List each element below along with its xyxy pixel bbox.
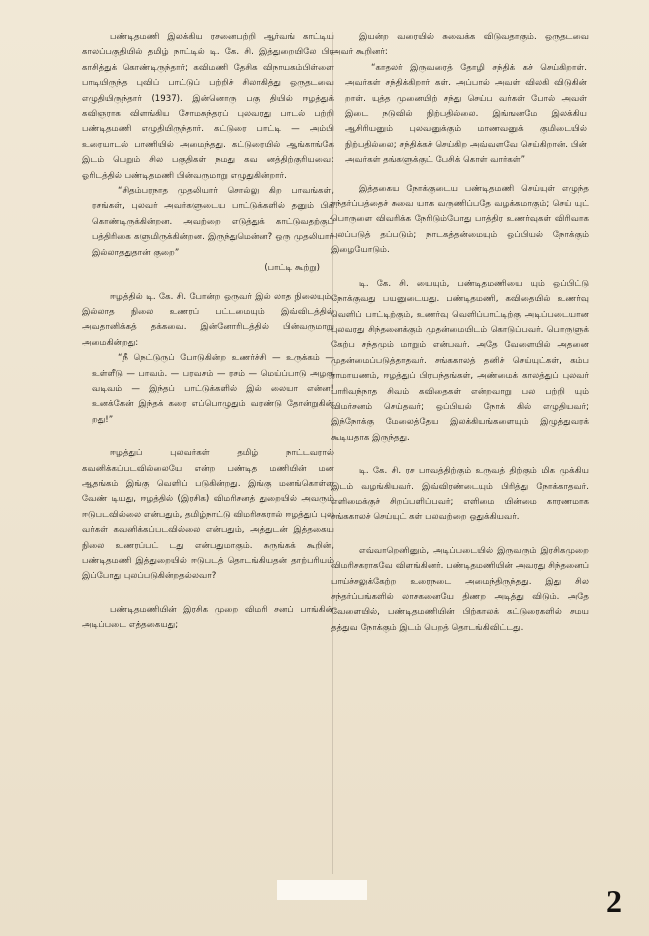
right-paragraph-1: இயன்ற வரையில் சுவைக்க விடுவதாகும். ஒருதடவை அவர் கூறினர்: [331, 32, 589, 58]
blank-label-box [277, 880, 367, 900]
left-quote-1: “சிதம்பரநாத முதலியார் சொல்லு கிற பாவங்கள், ரசங்கள், புலவர் அவர்களுடைய பாட்டுக்களில் தனும் பிக் கொண்டிருக்கின்றன. அவற்றை எடுத்துக் காட்டுவதற்குப் பத்திரிகை களுமிருக்கின்றன. இருந்துமென்ன? ஒரு முதலியார் இல்லாததுதான் குறை” [92, 186, 334, 258]
left-paragraph-2: ஈழத்தில் டி. கே. சி. போன்ற ஒருவர் இல் லாத நிலையும், இல்லாத நிலை உணரப் பட்டமையும் இவ்விடத்தில் அவதானிக்கத் தக்கவை. இன்னோரிடத்தில் பின்வருமாறு அமைகின்றது: [82, 291, 334, 348]
left-paragraph-4: பண்டிதமணியின் இரசிக முறை விமரி சனப் பாங்கின் அடிப்படை எத்தகையது; [82, 604, 334, 631]
left-quote-2: “நீ நெட்டுருப் போடுகின்ற உணர்ச்சி — உருக்கம் — உள்ளீடு — பாவம். — பரவசம் — ரசம் — மெய்ப்பாடு அழகு வடிவம் — இந்தப் பாட்டுக்களில் இல் லையா என்ன! உனக்கேன் இந்தக் கரை எப்பொழுதும் வரண்டு தோன்றுகின் றது!” [92, 353, 334, 425]
left-paragraph-3: ஈழத்துப் புலவர்கள் தமிழ் நாட்டவரால் கவனிக்கப்படவில்லையே என்ற பண்டித மணியின் மன ஆதங்கம் இங்கு வெளிப் படுகின்றது. இங்கு மனங்கொள்ள வேண் டியது, ஈழத்தில் (இரசிக) விமரிசனத் துறையில் அவரும் ஈடுபடவில்லை என்பதும், தமிழ்நாட்டு விமரிசகரால் ஈழத்துப் புல வர்கள் கவனிக்கப்படவில்லை என்பதும், அத்துடன் இத்தகைய நிலை உணரப்பட் டது என்பதுமாகும். சுருங்கக் கூறின், பண்டிதமணி இத்துறையில் ஈடுபடத் தொடங்கியதன் தாற்பரியம் இப்போது புலப்படுகின்றதல்லவா? [82, 448, 334, 582]
left-quote-1-attribution: (பாட்டி கூற்று) [264, 263, 320, 274]
left-paragraph-1: பண்டிதமணி இலக்கிய ரசனைபற்றி ஆர்வங் காட்டிய காலப்பகுதியில் தமிழ் நாட்டில் டி. கே. சி. இத்துறையிலே பிர காசித்துக் கொண்டிருந்தார்; கவிமணி தேசிக விநாயகம்பிள்ளை பாடியிருந்த புவிப் பாட்டுப் பற்றிச் சிலாகித்து ஒருதடவை எழுதியிருந்தார் (1937). இன்னொரு பகு தியில் ஈழத்துக் கவிஞராக விளங்கிய சோமசுந்தரப் புலவரது பாடல் பற்றி பண்டிதமணி எழுதியிருந்தார். கட்டுரை பாட்டி — அம்பி உரையாடல் பாணியில் அமைந்தது. கட்டுரையில் ஆங்காங்கே இடம் பெறும் சில பகுதிகள் நமது கவ னத்திற்குரியவை: ஓரிடத்தில் பண்டிதமணி பின்வருமாறு எழுதுகின்றார். [82, 32, 334, 181]
right-paragraph-2: இத்தகைய நோக்குடைய பண்டிதமணி செய்யுள் எழுந்த சந்தர்ப்பத்தைச் சுவை யாக வருணிப்பதே வழக்கமாகும்; செய் யுட் பொருளை விவரிக்க நேரிடும்போது பாத்திர உணர்வுகள் விரிவாக புலப்படுத் தப்படும்; நாடகத்தன்மையும் ஒப்பியல் நோக்கும் இழையோடும். [331, 183, 589, 256]
right-paragraph-4: டி. கே. சி. ரச பாவத்திற்கும் உருவத் திற்கும் மிக முக்கிய இடம் வழங்கியவர். இவ்விரண்டையும் பிரித்து நோக்காதவர். எளிமைக்குச் சிறப்பளிப்பவர்; எளிமை யின்மை காரணமாக சங்ககாலச் செய்யுட் கள் பலவற்றை ஒதுக்கியவர். [331, 466, 589, 523]
right-quote-1: “காதலர் இருவரைத் தோழி சந்திக் கச் செய்கிறாள். அவர்கள் சந்திக்கிறார் கள். அப்பால் அவள் விலகி விடுகின் றாள். யுத்த முனையிற் சந்து செய்ப வர்கள் போல் அவள் இடை நடுவில் நிற்பதில்லை. இங்ஙனமே இலக்கிய ஆசிரியனும் புலவனுக்கும் மாணவனுக் குமிடையில் நிற்பதில்லை; சந்திக்கச் செய்கிற அவ்வளவே செய்கிறான். பின் அவர்கள் தங்களுக்குட் பேசிக் கொள் வார்கள்” [345, 62, 587, 166]
page-number: 2 [606, 883, 622, 919]
right-paragraph-3: டி. கே. சி. யையும், பண்டிதமணியை யும் ஒப்பிட்டு நோக்குவது பயனுடையது. பண்டிதமணி, கவிதையில் உணர்வு வெளிப் பாட்டிற்கும், உணர்வு வெளிப்பாட்டிற்கு அடிப்படையான புலவரது சிந்தனைக்கும் முதன்மையிடம் கொடுப்பவர். பொருளுக் கேற்ப சந்தமும் மாறும் என்பவர். அதே வேளையில் அதனை முதன்மைப்படுத்தாதவர். சங்ககாலத் தனிச் செய்யுட்கள், கம்ப ராமாயணம், ஈழத்துப் பிரபந்தங்கள், அண்மைக் காலத்துப் புலவர் பாரிவந்நாத சிவம் கவிதைகள் என்றவாறு பல பற்றி யும் விமர்சனம் செய்தவர்; ஒப்பியல் நோக் கில் எழுதியவர்; இந்நோக்கு மேலைத்தேய இலக்கியங்களையும் இழுத்துவரக் கூடியதாக இருந்தது. [331, 278, 589, 443]
right-column [331, 30, 589, 636]
left-column [82, 30, 334, 634]
right-paragraph-5: எவ்வாறெனினும், அடிப்படையில் இருவரும் இரசிகமுறை விமரிசகராகவே விளங்கினர். பண்டிதமணியின் அவரது சிந்தனைப் பாய்ச்சலுக்கேற்ற உரைநடை அமைந்திருந்தது. இது சில சந்தர்ப்பங்களில் லாசகனையே திணற அடித்து விடும். அதே வேளையில், பண்டிதமணியின் பிற்காலக் கட்டுரைகளில் சமய தத்துவ நோக்கும் இடம் பெறத் தொடங்கிவிட்டது. [331, 545, 589, 633]
